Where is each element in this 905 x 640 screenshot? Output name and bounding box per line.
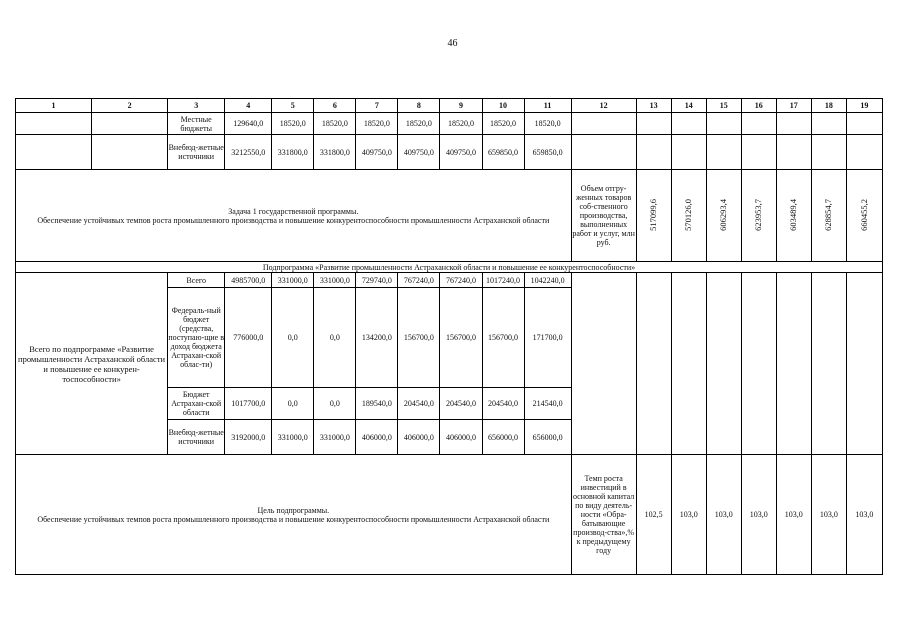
table-cell: 0,0 — [272, 388, 314, 420]
goal-indicator: Темп роста инвестиций в основной капитал по виду деятель-ности «Обра-батывающие производ-ства»,% к предыдущему году — [571, 455, 636, 575]
col-header: 14 — [671, 99, 706, 113]
col-header: 5 — [272, 99, 314, 113]
subprogram-row — [16, 262, 883, 273]
task-description — [16, 170, 572, 262]
col-header: 16 — [741, 99, 776, 113]
col-header: 7 — [356, 99, 398, 113]
funding-source-label: Всего — [168, 273, 225, 288]
table-cell: 18520,0 — [524, 113, 571, 135]
table-cell: 331800,0 — [314, 135, 356, 170]
table-cell: 331000,0 — [272, 273, 314, 288]
table-cell: 406000,0 — [356, 420, 398, 455]
table-cell: 0,0 — [314, 388, 356, 420]
table-cell: 156700,0 — [482, 288, 524, 388]
table-cell: 406000,0 — [398, 420, 440, 455]
funding-source-label: Внебюд-жетные источники — [168, 420, 225, 455]
col-header: 11 — [524, 99, 571, 113]
indicator-value: 606293,4 — [718, 198, 729, 231]
indicator-value: 660455,2 — [858, 198, 869, 231]
table-cell: 1017700,0 — [225, 388, 272, 420]
table-cell: 3192000,0 — [225, 420, 272, 455]
task-row — [16, 170, 883, 262]
indicator-value: 103,0 — [776, 455, 811, 575]
table-row — [16, 273, 883, 288]
page-number: 46 — [447, 38, 458, 49]
table-cell: 776000,0 — [225, 288, 272, 388]
task-indicator: Объем отгру-женных товаров соб-ственного производства, выполненных работ и услуг, млн руб. — [571, 170, 636, 262]
col-header: 2 — [92, 99, 168, 113]
table-cell: 656000,0 — [524, 420, 571, 455]
table-cell: 18520,0 — [482, 113, 524, 135]
col-header: 4 — [225, 99, 272, 113]
table-row — [16, 135, 883, 170]
table-cell: 189540,0 — [356, 388, 398, 420]
table-cell: 331000,0 — [314, 420, 356, 455]
col-header: 3 — [168, 99, 225, 113]
task-text: Обеспечение устойчивых темпов роста промышленного производства и повышение конкурентоспособности промышленности Астраханской области — [37, 215, 550, 225]
table-cell: 331800,0 — [272, 135, 314, 170]
table-cell: 729740,0 — [356, 273, 398, 288]
table-cell: 656000,0 — [482, 420, 524, 455]
table-cell: 204540,0 — [482, 388, 524, 420]
indicator-value: 103,0 — [671, 455, 706, 575]
table-cell: 331000,0 — [314, 273, 356, 288]
indicator-value: 570126,0 — [683, 198, 694, 231]
goal-title: Цель подпрограммы. — [257, 505, 330, 515]
table-cell: 156700,0 — [440, 288, 482, 388]
col-header: 6 — [314, 99, 356, 113]
col-header: 1 — [16, 99, 92, 113]
table-cell: 18520,0 — [356, 113, 398, 135]
table-cell: 4985700,0 — [225, 273, 272, 288]
indicator-value: 103,0 — [741, 455, 776, 575]
indicator-value: 623953,7 — [753, 198, 764, 231]
table-cell: 214540,0 — [524, 388, 571, 420]
table-cell: 129640,0 — [225, 113, 272, 135]
table-cell: 156700,0 — [398, 288, 440, 388]
indicator-value: 517099,6 — [648, 198, 659, 231]
col-header: 13 — [636, 99, 671, 113]
table-row — [16, 113, 883, 135]
indicator-value: 103,0 — [706, 455, 741, 575]
program-table — [15, 98, 883, 575]
indicator-value: 103,0 — [811, 455, 846, 575]
col-header: 10 — [482, 99, 524, 113]
col-header: 18 — [811, 99, 846, 113]
table-cell: 409750,0 — [440, 135, 482, 170]
subprogram-total-label: Всего по подпрограмме «Развитие промышленности Астраханской области и повышение ее конкурен-тоспособности» — [16, 273, 168, 455]
table-cell: 409750,0 — [398, 135, 440, 170]
table-cell: 659850,0 — [524, 135, 571, 170]
goal-description — [16, 455, 572, 575]
table-cell: 406000,0 — [440, 420, 482, 455]
table-cell: 767240,0 — [398, 273, 440, 288]
col-header: 15 — [706, 99, 741, 113]
table-cell: 204540,0 — [398, 388, 440, 420]
goal-text: Обеспечение устойчивых темпов роста промышленного производства и повышение конкурентоспособности промышленности Астраханской области — [37, 514, 550, 524]
table-cell: 1017240,0 — [482, 273, 524, 288]
table-cell: 0,0 — [314, 288, 356, 388]
table-cell: 0,0 — [272, 288, 314, 388]
table-cell: 18520,0 — [314, 113, 356, 135]
table-cell: 134200,0 — [356, 288, 398, 388]
table-cell: 3212550,0 — [225, 135, 272, 170]
table-cell: 18520,0 — [440, 113, 482, 135]
table-cell: 331000,0 — [272, 420, 314, 455]
col-header: 17 — [776, 99, 811, 113]
table-cell: 18520,0 — [272, 113, 314, 135]
funding-source-label: Местные бюджеты — [168, 113, 225, 135]
funding-source-label: Федераль-ный бюджет (средства, поступаю-щие в доход бюджета Астрахан-ской облас-ти) — [168, 288, 225, 388]
task-title: Задача 1 государственной программы. — [228, 206, 359, 216]
col-header: 9 — [440, 99, 482, 113]
indicator-value: 628854,7 — [823, 198, 834, 231]
col-header: 8 — [398, 99, 440, 113]
indicator-value: 103,0 — [846, 455, 882, 575]
table-cell: 1042240,0 — [524, 273, 571, 288]
funding-source-label: Внебюд-жетные источники — [168, 135, 225, 170]
table-cell: 18520,0 — [398, 113, 440, 135]
col-header: 12 — [571, 99, 636, 113]
table-cell: 409750,0 — [356, 135, 398, 170]
indicator-value: 603489,4 — [788, 198, 799, 231]
table-cell: 171700,0 — [524, 288, 571, 388]
header-row — [16, 99, 883, 113]
col-header: 19 — [846, 99, 882, 113]
table-cell: 204540,0 — [440, 388, 482, 420]
subprogram-title: Подпрограмма «Развитие промышленности Астраханской области и повышение ее конкурентоспособности» — [16, 262, 883, 273]
table-cell: 659850,0 — [482, 135, 524, 170]
table-cell: 767240,0 — [440, 273, 482, 288]
goal-row — [16, 455, 883, 575]
indicator-value: 102,5 — [636, 455, 671, 575]
funding-source-label: Бюджет Астрахан-ской области — [168, 388, 225, 420]
